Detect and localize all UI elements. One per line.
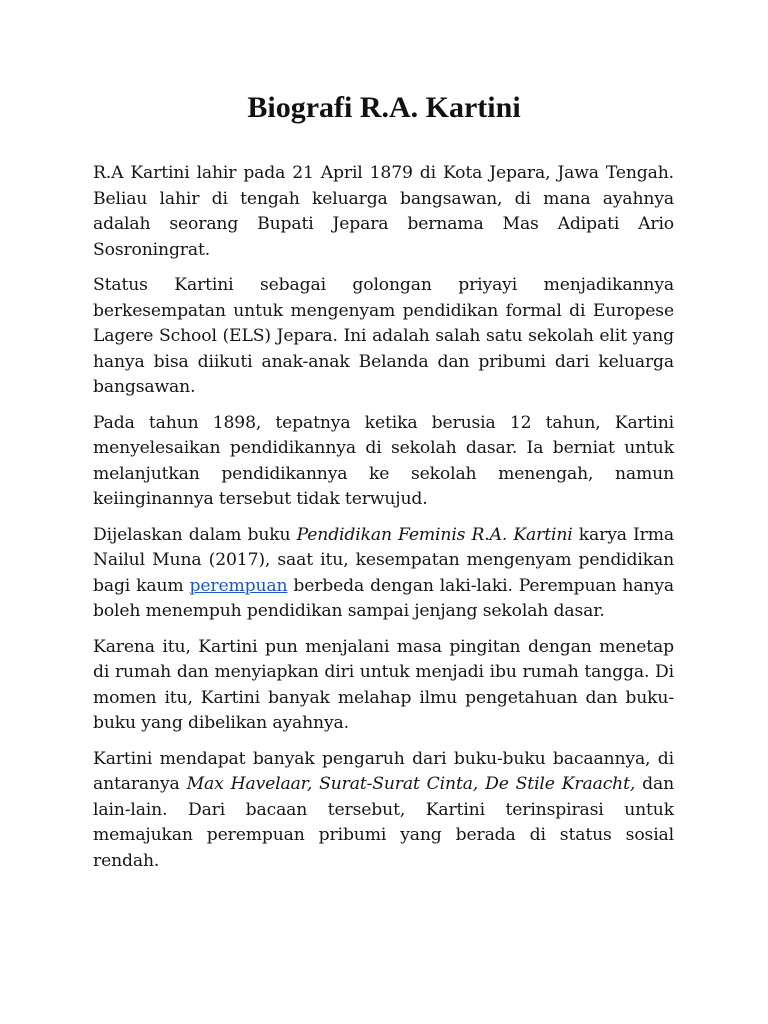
perempuan-link[interactable]: perempuan bbox=[189, 575, 288, 596]
paragraph-book-reference-end: berbeda dengan laki-laki. Perempuan hanya boleh menempuh pendidikan sampai jenjang sekolah dasar. bbox=[93, 575, 674, 621]
paragraph-influences-end: dan lain-lain. Dari bacaan tersebut, Kartini terinspirasi untuk memajukan perempuan pribumi yang berada di status sosial rendah. bbox=[93, 774, 675, 871]
paragraph-book-reference bbox=[93, 523, 674, 625]
paragraph-pingitan: Karena itu, Kartini pun menjalani masa pingitan dengan menetap di rumah dan menyiapkan diri untuk menjadi ibu rumah tangga. Di momen itu, Kartini banyak melahap ilmu pengetahuan dan buku-buku yang dibelikan ayahnya. bbox=[93, 636, 674, 733]
page-title: Biografi R.A. Kartini bbox=[247, 91, 521, 124]
paragraph-book-reference-intro: Dijelaskan dalam buku bbox=[93, 524, 297, 545]
paragraph-influences-intro: Kartini mendapat banyak pengaruh dari buku-buku bacaannya, di antaranya bbox=[93, 748, 674, 794]
book-title: Pendidikan Feminis R.A. Kartini bbox=[296, 524, 573, 545]
paragraph-education: Status Kartini sebagai golongan priyayi menjadikannya berkesempatan untuk mengenyam pendidikan formal di Europese Lagere School (ELS) Jepara. Ini adalah salah satu sekolah elit yang hanya bisa diikuti anak-anak Belanda dan pribumi dari keluarga bangsawan. bbox=[93, 275, 674, 397]
book-list: Max Havelaar, Surat-Surat Cinta, De Stile Kraacht, bbox=[186, 774, 636, 794]
document-body bbox=[93, 161, 674, 884]
paragraph-birth: R.A Kartini lahir pada 21 April 1879 di Kota Jepara, Jawa Tengah. Beliau lahir di tengah keluarga bangsawan, di mana ayahnya adalah seorang Bupati Jepara bernama Mas Adipati Ario Sosroningrat. bbox=[93, 163, 674, 260]
paragraph-influences bbox=[93, 747, 674, 875]
paragraph-book-reference-middle: karya Irma Nailul Muna (2017), saat itu, kesempatan mengenyam pendidikan bagi kaum bbox=[93, 524, 674, 596]
paragraph-graduation: Pada tahun 1898, tepatnya ketika berusia 12 tahun, Kartini menyelesaikan pendidikannya di sekolah dasar. Ia berniat untuk melanjutkan pendidikannya ke sekolah menengah, namun keiinginannya tersebut tidak terwujud. bbox=[93, 412, 674, 509]
